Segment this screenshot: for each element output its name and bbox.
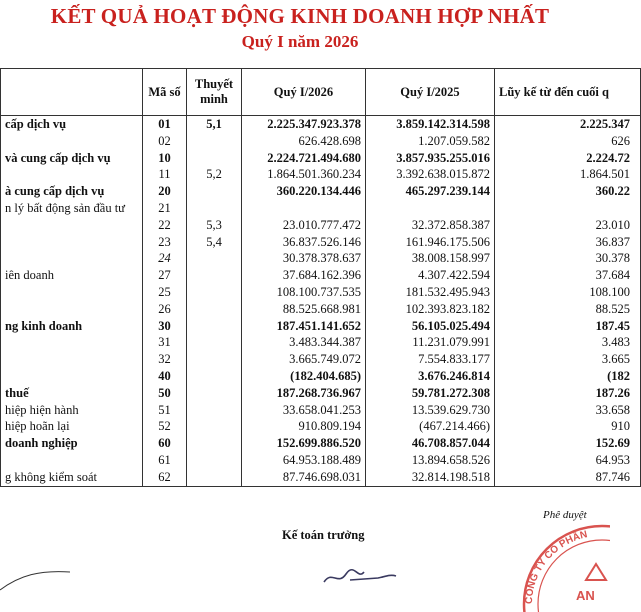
row-note: 5,2 — [187, 166, 242, 183]
row-value-cumulative — [495, 200, 641, 217]
row-code: 24 — [143, 250, 187, 267]
row-value-q1-2025: 56.105.025.494 — [366, 318, 495, 335]
row-code: 21 — [143, 200, 187, 217]
report-period: Quý I năm 2026 — [241, 32, 359, 51]
row-value-q1-2026: 37.684.162.396 — [242, 267, 366, 284]
row-value-q1-2026: 23.010.777.472 — [242, 217, 366, 234]
table-row — [1, 351, 641, 368]
row-value-cumulative: 33.658 — [495, 402, 641, 419]
row-value-q1-2026: 64.953.188.489 — [242, 452, 366, 469]
row-value-q1-2025: 3.676.246.814 — [366, 368, 495, 385]
row-value-cumulative: 1.864.501 — [495, 166, 641, 183]
row-value-cumulative: 64.953 — [495, 452, 641, 469]
row-value-q1-2025: 32.814.198.518 — [366, 469, 495, 486]
report-title: KẾT QUẢ HOẠT ĐỘNG KINH DOANH HỢP NHẤT — [50, 4, 550, 28]
row-item-label: ng kinh doanh — [1, 318, 143, 335]
row-value-cumulative: 88.525 — [495, 301, 641, 318]
table-row — [1, 301, 641, 318]
row-note — [187, 452, 242, 469]
row-value-q1-2026: 1.864.501.360.234 — [242, 166, 366, 183]
table-row — [1, 250, 641, 267]
row-value-q1-2026: 626.428.698 — [242, 133, 366, 150]
row-code: 02 — [143, 133, 187, 150]
row-note — [187, 334, 242, 351]
row-note — [187, 200, 242, 217]
row-code: 51 — [143, 402, 187, 419]
row-value-q1-2026: (182.404.685) — [242, 368, 366, 385]
row-value-q1-2025: 3.857.935.255.016 — [366, 150, 495, 167]
row-item-label: hiệp hoãn lại — [1, 418, 143, 435]
table-row — [1, 418, 641, 435]
row-item-label: g không kiểm soát — [1, 469, 143, 486]
table-row — [1, 267, 641, 284]
row-value-q1-2025: 32.372.858.387 — [366, 217, 495, 234]
row-code: 30 — [143, 318, 187, 335]
row-value-q1-2025: 4.307.422.594 — [366, 267, 495, 284]
table-row — [1, 183, 641, 200]
row-item-label — [1, 452, 143, 469]
row-item-label: thuế — [1, 385, 143, 402]
row-value-cumulative: 37.684 — [495, 267, 641, 284]
stamp-ring-text: CÔNG TY CỔ PHẦN — [523, 529, 589, 605]
row-value-q1-2026: 2.224.721.494.680 — [242, 150, 366, 167]
row-value-cumulative: 2.225.347 — [495, 116, 641, 133]
row-value-cumulative: 910 — [495, 418, 641, 435]
row-code: 26 — [143, 301, 187, 318]
row-code: 25 — [143, 284, 187, 301]
row-note — [187, 250, 242, 267]
table-row — [1, 435, 641, 452]
row-value-cumulative: 360.22 — [495, 183, 641, 200]
row-note — [187, 267, 242, 284]
row-value-q1-2026: 3.483.344.387 — [242, 334, 366, 351]
row-note — [187, 368, 242, 385]
row-code: 27 — [143, 267, 187, 284]
row-value-q1-2025: 59.781.272.308 — [366, 385, 495, 402]
row-value-q1-2025: 11.231.079.991 — [366, 334, 495, 351]
row-value-cumulative: 152.69 — [495, 435, 641, 452]
row-value-cumulative: 30.378 — [495, 250, 641, 267]
row-item-label — [1, 234, 143, 251]
row-value-cumulative: 108.100 — [495, 284, 641, 301]
row-value-q1-2026 — [242, 200, 366, 217]
row-value-q1-2025: (467.214.466) — [366, 418, 495, 435]
row-value-q1-2025: 1.207.059.582 — [366, 133, 495, 150]
table-row — [1, 402, 641, 419]
header-q1-2025: Quý I/2025 — [366, 69, 495, 116]
table-row — [1, 166, 641, 183]
row-note — [187, 402, 242, 419]
row-value-cumulative: 626 — [495, 133, 641, 150]
row-value-cumulative: 23.010 — [495, 217, 641, 234]
row-item-label — [1, 351, 143, 368]
row-value-cumulative: 3.665 — [495, 351, 641, 368]
row-code: 61 — [143, 452, 187, 469]
row-code: 20 — [143, 183, 187, 200]
row-value-q1-2026: 187.451.141.652 — [242, 318, 366, 335]
row-note — [187, 284, 242, 301]
row-item-label — [1, 250, 143, 267]
row-code: 31 — [143, 334, 187, 351]
table-header-row — [1, 69, 641, 116]
row-code: 22 — [143, 217, 187, 234]
row-value-q1-2025: 181.532.495.943 — [366, 284, 495, 301]
row-item-label: doanh nghiệp — [1, 435, 143, 452]
income-statement-table — [0, 68, 641, 487]
row-value-q1-2026: 88.525.668.981 — [242, 301, 366, 318]
row-note — [187, 133, 242, 150]
chief-accountant-label: Kế toán trưởng — [282, 528, 365, 542]
company-stamp — [510, 512, 610, 612]
row-item-label — [1, 133, 143, 150]
row-value-q1-2026: 3.665.749.072 — [242, 351, 366, 368]
row-item-label — [1, 301, 143, 318]
row-note — [187, 435, 242, 452]
table-row — [1, 200, 641, 217]
table-row — [1, 318, 641, 335]
table-row — [1, 334, 641, 351]
row-value-cumulative: 187.45 — [495, 318, 641, 335]
row-value-q1-2026: 33.658.041.253 — [242, 402, 366, 419]
row-value-q1-2026: 30.378.378.637 — [242, 250, 366, 267]
row-code: 23 — [143, 234, 187, 251]
row-value-q1-2025: 38.008.158.997 — [366, 250, 495, 267]
row-value-q1-2026: 2.225.347.923.378 — [242, 116, 366, 133]
row-value-q1-2026: 187.268.736.967 — [242, 385, 366, 402]
row-item-label — [1, 217, 143, 234]
row-note — [187, 301, 242, 318]
row-value-q1-2025: 46.708.857.044 — [366, 435, 495, 452]
row-value-q1-2025: 13.894.658.526 — [366, 452, 495, 469]
row-item-label — [1, 284, 143, 301]
row-code: 32 — [143, 351, 187, 368]
signature-scribble — [320, 560, 400, 590]
row-note: 5,4 — [187, 234, 242, 251]
row-value-q1-2026: 910.809.194 — [242, 418, 366, 435]
row-note — [187, 351, 242, 368]
table-row — [1, 284, 641, 301]
table-body — [1, 116, 641, 487]
table-row — [1, 150, 641, 167]
stamp-brand: AN — [576, 588, 595, 603]
row-value-cumulative: (182 — [495, 368, 641, 385]
approver-label: Phê duyệt — [543, 509, 587, 521]
table-row — [1, 217, 641, 234]
row-item-label — [1, 334, 143, 351]
table-row — [1, 469, 641, 486]
row-value-q1-2025: 3.392.638.015.872 — [366, 166, 495, 183]
row-value-cumulative: 187.26 — [495, 385, 641, 402]
header-code: Mã số — [143, 69, 187, 116]
header-item — [1, 69, 143, 116]
table-row — [1, 385, 641, 402]
row-item-label: iên doanh — [1, 267, 143, 284]
row-value-q1-2026: 360.220.134.446 — [242, 183, 366, 200]
row-note — [187, 150, 242, 167]
row-item-label — [1, 166, 143, 183]
row-note — [187, 385, 242, 402]
row-note — [187, 418, 242, 435]
table-row — [1, 368, 641, 385]
row-value-q1-2025: 7.554.833.177 — [366, 351, 495, 368]
row-code: 11 — [143, 166, 187, 183]
row-code: 60 — [143, 435, 187, 452]
row-value-q1-2025: 161.946.175.506 — [366, 234, 495, 251]
row-code: 62 — [143, 469, 187, 486]
row-code: 40 — [143, 368, 187, 385]
table-row — [1, 234, 641, 251]
row-code: 50 — [143, 385, 187, 402]
row-value-q1-2025: 102.393.823.182 — [366, 301, 495, 318]
row-code: 01 — [143, 116, 187, 133]
decorative-arc — [0, 520, 80, 600]
row-value-q1-2026: 108.100.737.535 — [242, 284, 366, 301]
row-note: 5,1 — [187, 116, 242, 133]
row-value-q1-2025: 13.539.629.730 — [366, 402, 495, 419]
row-value-cumulative: 36.837 — [495, 234, 641, 251]
header-note: Thuyết minh — [187, 69, 242, 116]
row-note — [187, 318, 242, 335]
table-row — [1, 452, 641, 469]
row-note: 5,3 — [187, 217, 242, 234]
row-item-label: hiệp hiện hành — [1, 402, 143, 419]
row-value-q1-2025: 3.859.142.314.598 — [366, 116, 495, 133]
header-q1-2026: Quý I/2026 — [242, 69, 366, 116]
table-row — [1, 133, 641, 150]
row-value-cumulative: 3.483 — [495, 334, 641, 351]
row-value-q1-2026: 87.746.698.031 — [242, 469, 366, 486]
row-value-q1-2025 — [366, 200, 495, 217]
row-item-label: n lý bất động sản đầu tư — [1, 200, 143, 217]
row-code: 52 — [143, 418, 187, 435]
row-value-q1-2025: 465.297.239.144 — [366, 183, 495, 200]
row-item-label: và cung cấp dịch vụ — [1, 150, 143, 167]
row-note — [187, 469, 242, 486]
row-value-q1-2026: 152.699.886.520 — [242, 435, 366, 452]
header-cumulative: Lũy kế từ đến cuối q — [495, 69, 641, 116]
row-code: 10 — [143, 150, 187, 167]
row-value-q1-2026: 36.837.526.146 — [242, 234, 366, 251]
row-item-label: à cung cấp dịch vụ — [1, 183, 143, 200]
table-row — [1, 116, 641, 133]
row-value-cumulative: 87.746 — [495, 469, 641, 486]
row-item-label — [1, 368, 143, 385]
row-item-label: cấp dịch vụ — [1, 116, 143, 133]
row-note — [187, 183, 242, 200]
income-statement-table-wrap — [0, 68, 630, 506]
row-value-cumulative: 2.224.72 — [495, 150, 641, 167]
